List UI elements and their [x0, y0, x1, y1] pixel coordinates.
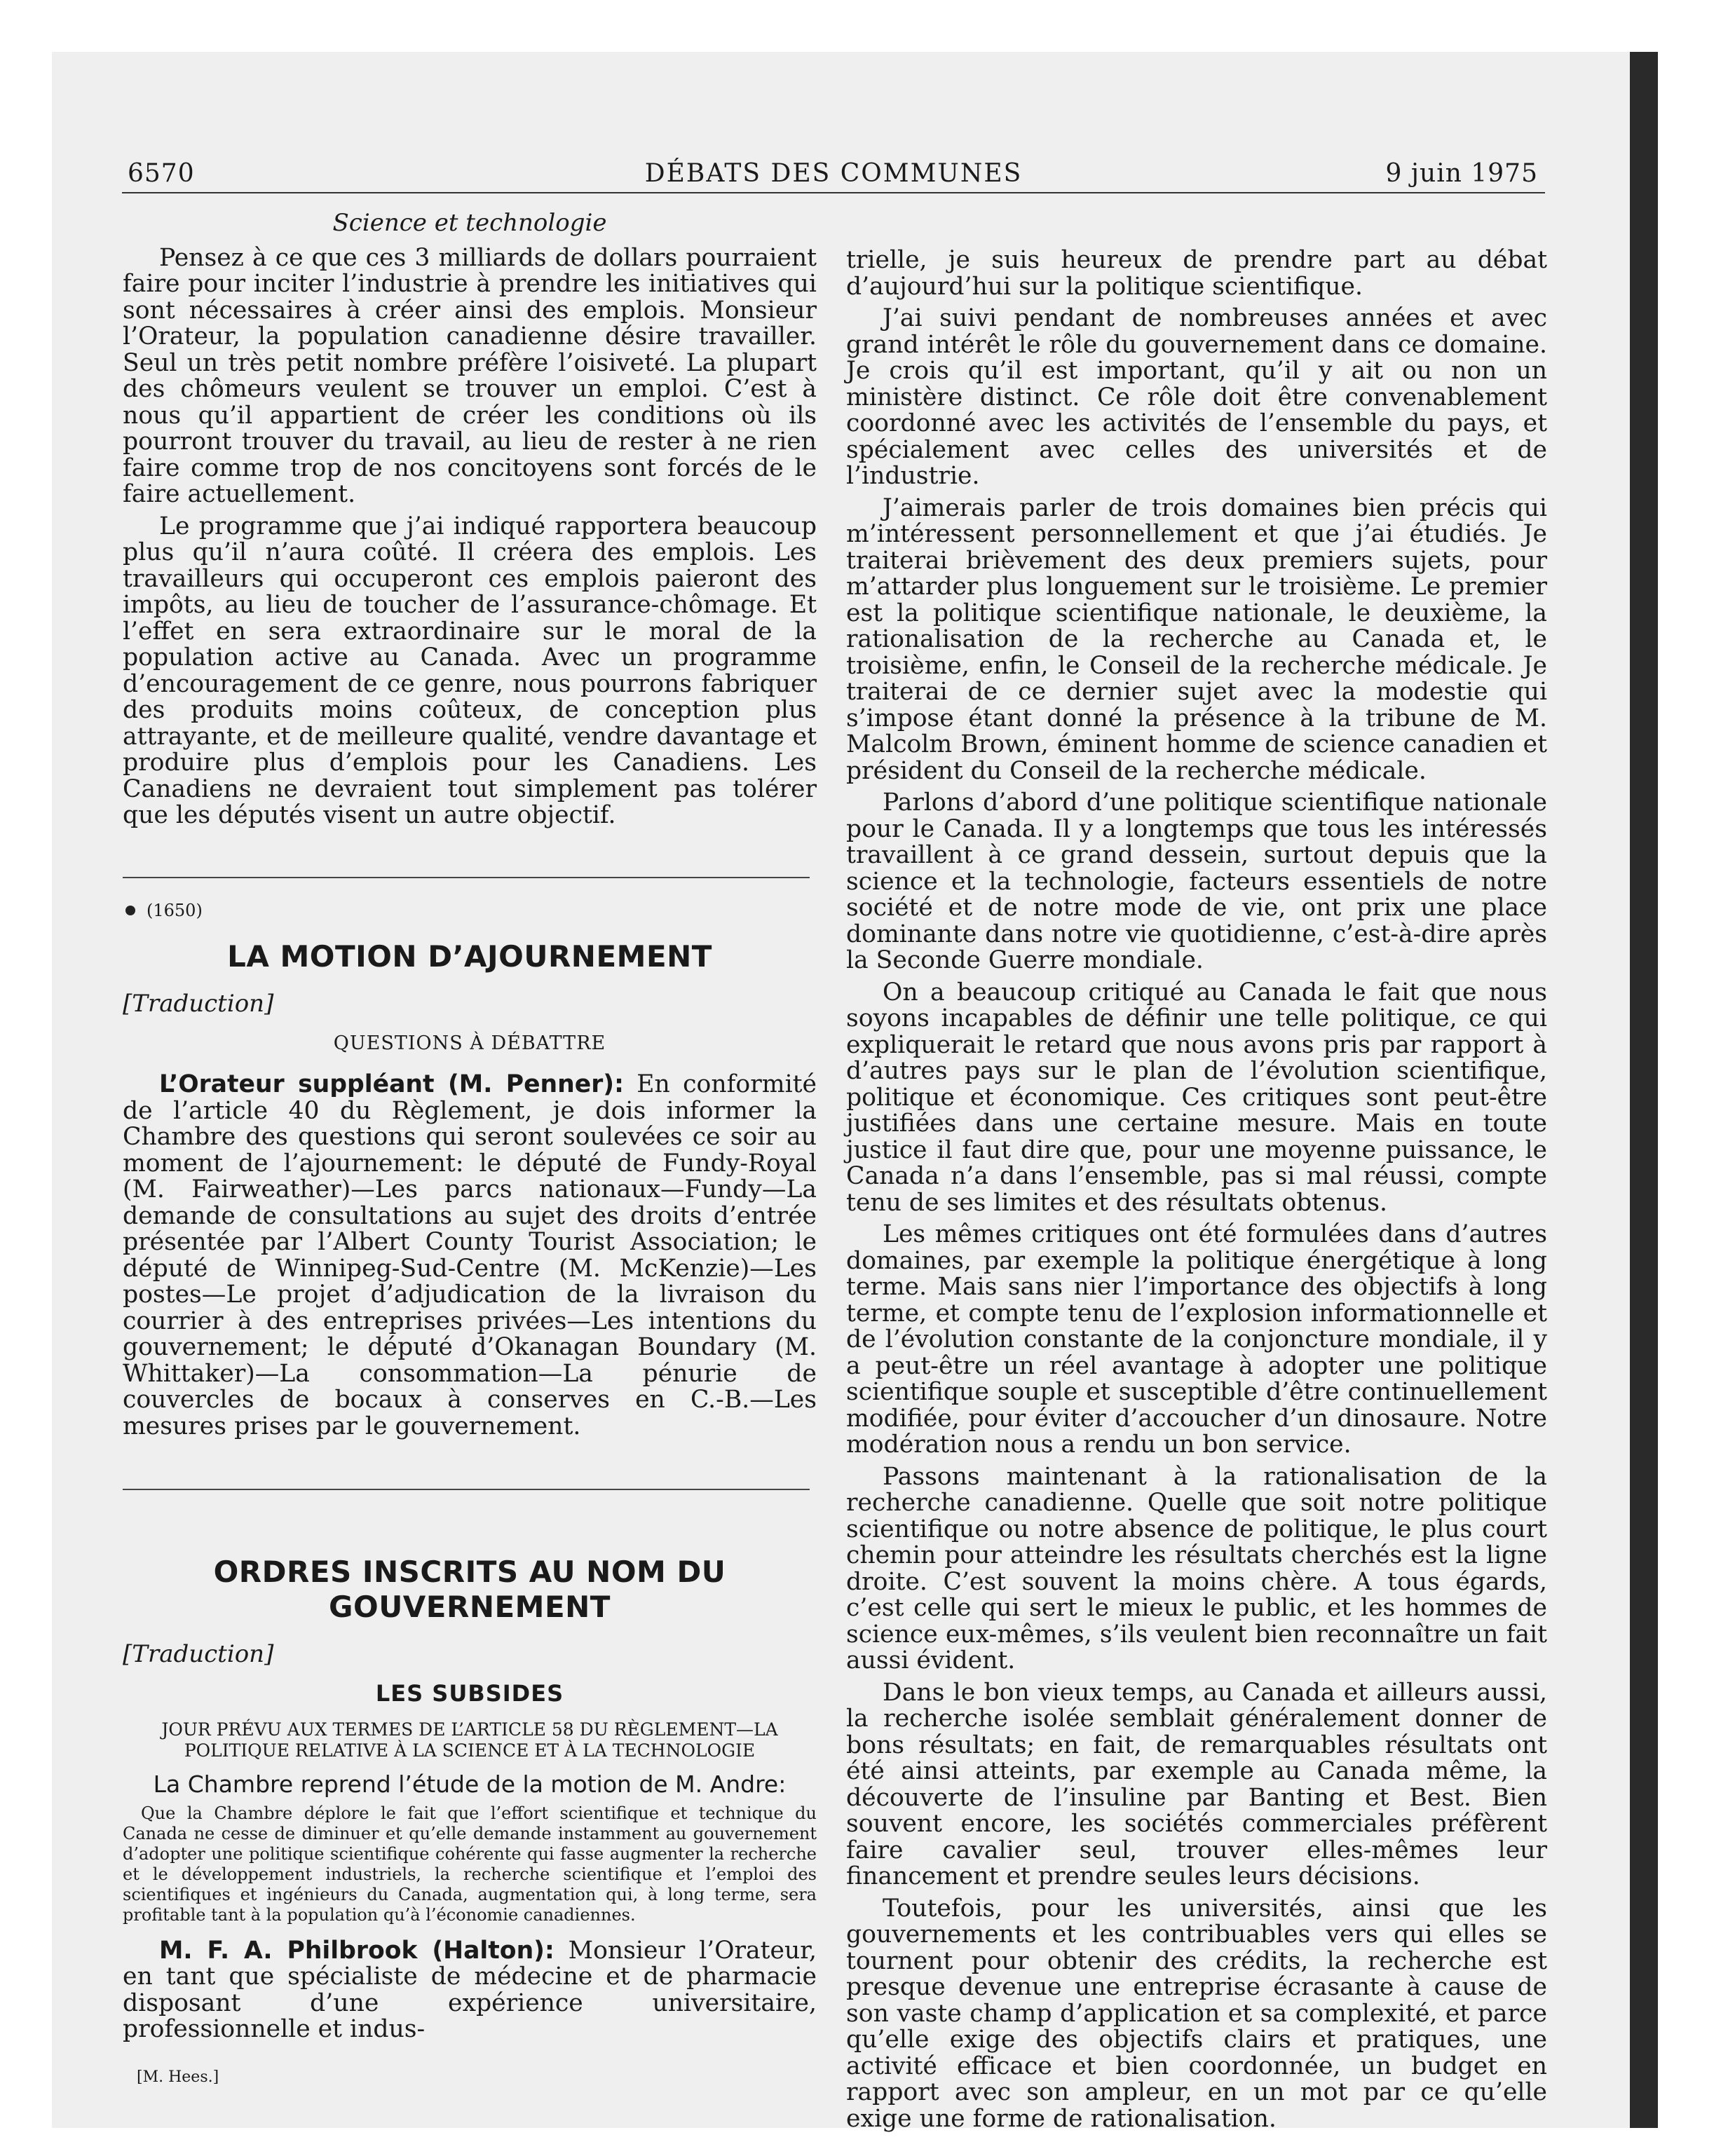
paragraph: [123, 1072, 817, 1440]
time-label: (1650): [147, 900, 203, 920]
speech-text: Monsieur l’Orateur, en tant que spécialiste de médecine et de pharmacie disposant d’une expérience universitaire, professionnelle et indus-: [123, 1936, 817, 2043]
paragraph: Dans le bon vieux temps, au Canada et ailleurs aussi, la recherche isolée semblait généralement donner de bons résultats; en fait, de remarquables résultats ont été ainsi atteints, par exemple au Canada même, la découverte de l’insuline par Banting et Best. Bien souvent encore, les sociétés commerciales préfèrent faire cavalier seul, trouver elles-mêmes leur financement et prendre seules leurs décisions.: [846, 1678, 1547, 1890]
time-marker: [123, 898, 817, 925]
subsection-heading: LES SUBSIDES: [375, 1679, 564, 1707]
paragraph: J’ai suivi pendant de nombreuses années et avec grand intérêt le rôle du gouvernement dans ce domaine. Je crois qu’il est important, qu’il y ait ou non un ministère distinct. Ce rôle doit être convenablement coordonné avec les activités de l’ensemble du pays, et spécialement avec celles des universités et de l’industrie.: [846, 304, 1547, 490]
speaker-name: L’Orateur suppléant (M. Penner):: [159, 1070, 624, 1098]
bullet-icon: [125, 906, 135, 915]
paragraph: [123, 1938, 817, 2043]
scan-edge-shadow: [1630, 52, 1658, 2128]
translation-note: [Traduction]: [123, 1640, 274, 1668]
running-head: Science et technologie: [332, 209, 607, 237]
translation-note: [Traduction]: [123, 990, 274, 1018]
paragraph: J’aimerais parler de trois domaines bien précis qui m’intéressent personnellement et que j’ai étudiés. Je traiterai brièvement des deux premiers sujets, pour m’attarder plus longuement sur le troisième. Le premier est la politique scientifique nationale, le deuxième, la rationalisation de la recherche au Canada et, le troisième, enfin, le Conseil de la recherche médicale. Je traiterai de ce dernier sujet avec la modestie qui s’impose étant donné la présence à la tribune de M. Malcolm Brown, éminent homme de science canadien et président du Conseil de la recherche médicale.: [846, 493, 1547, 785]
right-column: [846, 247, 1547, 2138]
paragraph: Le programme que j’ai indiqué rapportera beaucoup plus qu’il n’aura coûté. Il créera des emplois. Les travailleurs qui occuperont ces emplois paieront des impôts, au lieu de toucher de l’assurance-chômage. Et l’effet en sera extraordinaire sur le moral de la population active au Canada. Avec un programme d’encouragement de ce genre, nous pourrons fabriquer des produits moins coûteux, de conception plus attrayante, et de meilleure qualité, vendre davantage et produire plus d’emplois pour les Canadiens. Les Canadiens ne devraient tout simplement pas tolérer que les députés visent un autre objectif.: [123, 512, 817, 829]
page-number: 6570: [128, 159, 195, 188]
paragraph: trielle, je suis heureux de prendre part au débat d’aujourd’hui sur la politique scientifique.: [846, 246, 1547, 301]
motion-intro: La Chambre reprend l’étude de la motion de M. Andre:: [153, 1770, 787, 1798]
section-rule: [123, 877, 810, 878]
paragraph: Parlons d’abord d’une politique scientifique nationale pour le Canada. Il y a longtemps que tous les intéressés travaillent à ce grand dessein, surtout depuis que la science et la technologie, facteurs essentiels de notre société et de notre mode de vie, ont prix une place dominante dans notre vie quotidienne, c’est-à-dire après la Seconde Guerre mondiale.: [846, 789, 1547, 974]
motion-text: Que la Chambre déplore le fait que l’effort scientifique et technique du Canada ne cesse de diminuer et qu’elle demande instamment au gouvernement d’adopter une politique scientifique cohérente qui fasse augmenter la recherche et le développement industriels, la recherche scientifique et l’emploi des scientifiques et ingénieurs du Canada, augmentation qui, à long terme, sera profitable tant à la population qu’à l’économie canadiennes.: [123, 1803, 817, 1925]
speaker-name: M. F. A. Philbrook (Halton):: [159, 1936, 554, 1965]
subsection-heading: QUESTIONS À DÉBATTRE: [333, 1032, 606, 1054]
issue-date: 9 juin 1975: [1385, 159, 1538, 188]
section-heading: ORDRES INSCRITS AU NOM DU GOUVERNEMENT: [213, 1555, 726, 1624]
paragraph: Pensez à ce que ces 3 milliards de dollars pourraient faire pour inciter l’industrie à prendre les initiatives qui sont nécessaires à créer ainsi des emplois. Monsieur l’Orateur, la population canadienne désire travailler. Seul un très petit nombre préfère l’oisiveté. La plupart des chômeurs veulent se trouver un emploi. C’est à nous qu’il appartient de créer les conditions où ils pourront trouver du travail, au lieu de rester à ne rien faire comme trop de nos concitoyens sont forcés de le faire actuellement.: [123, 243, 817, 508]
speech-text: En conformité de l’article 40 du Règlement, je dois informer la Chambre des questions qui seront soulevées ce soir au moment de l’ajournement: le député de Fundy-Royal (M. Fairweather)—Les parcs nationaux—Fundy—La demande de consultations au sujet des droits d’entrée présentée par l’Albert County Tourist Association; le député de Winnipeg-Sud-Centre (M. McKenzie)—Les postes—Le projet d’adjudication de la livraison du courrier à des entreprises privées—Les intentions du gouvernement; le député d’Okanagan Boundary (M. Whittaker)—La consommation—La pénurie de couvercles de bocaux à conserves en C.-B.—Les mesures prises par le gouvernement.: [123, 1070, 817, 1440]
left-column: [123, 210, 817, 2090]
section-rule: [123, 1489, 810, 1490]
paragraph: Toutefois, pour les universités, ainsi que les gouvernements et les contribuables vers qui elles se tournent pour obtenir des crédits, la recherche est presque devenue une entreprise écrasante à cause de son vaste champ d’application et sa complexité, et parce qu’elle exige des objectifs clairs et pratiques, une activité efficace et bien coordonnée, un budget en rapport avec son ampleur, en un mot par ce qu’elle exige une forme de rationalisation.: [846, 1894, 1547, 2133]
publication-title: DÉBATS DES COMMUNES: [644, 159, 1023, 188]
section-heading: LA MOTION D’AJOURNEMENT: [227, 939, 712, 974]
paragraph: Passons maintenant à la rationalisation de la recherche canadienne. Quelle que soit notre politique scientifique ou notre absence de politique, le plus court chemin pour atteindre les résultats cherchés est la ligne droite. C’est souvent la moins chère. A tous égards, c’est celle qui sert le mieux le public, et les hommes de science eux-mêmes, s’ils veulent bien reconnaître un fait aussi évident.: [846, 1462, 1547, 1674]
order-of-day-heading: JOUR PRÉVU AUX TERMES DE L’ARTICLE 58 DU RÈGLEMENT—LA POLITIQUE RELATIVE À LA SCIENCE ET À LA TECHNOLOGIE: [161, 1719, 778, 1761]
paragraph: On a beaucoup critiqué au Canada le fait que nous soyons incapables de définir une telle politique, ce qui expliquerait le retard que nous avons pris par rapport à d’autres pays sur le plan de l’évolution scientifique, politique et économique. Ces critiques sont peut-être justifiées dans une certaine mesure. Mais en toute justice il faut dire que, pour une moyenne puissance, le Canada n’a dans l’ensemble, pas si mal réussi, compte tenu de ses limites et des résultats obtenus.: [846, 978, 1547, 1217]
page-header: [122, 156, 1545, 193]
paragraph: Les mêmes critiques ont été formulées dans d’autres domaines, par exemple la politique énergétique à long terme. Mais sans nier l’importance des objectifs à long terme, et compte tenu de l’explosion informationnelle et de l’évolution constante de la conjoncture mondiale, il y a peut-être un réel avantage à adopter une politique scientifique souple et susceptible d’être continuellement modifiée, pour éviter d’accoucher d’un dinosaure. Notre modération nous a rendu un bon service.: [846, 1220, 1547, 1459]
speaker-footnote: [M. Hees.]: [137, 2068, 219, 2086]
